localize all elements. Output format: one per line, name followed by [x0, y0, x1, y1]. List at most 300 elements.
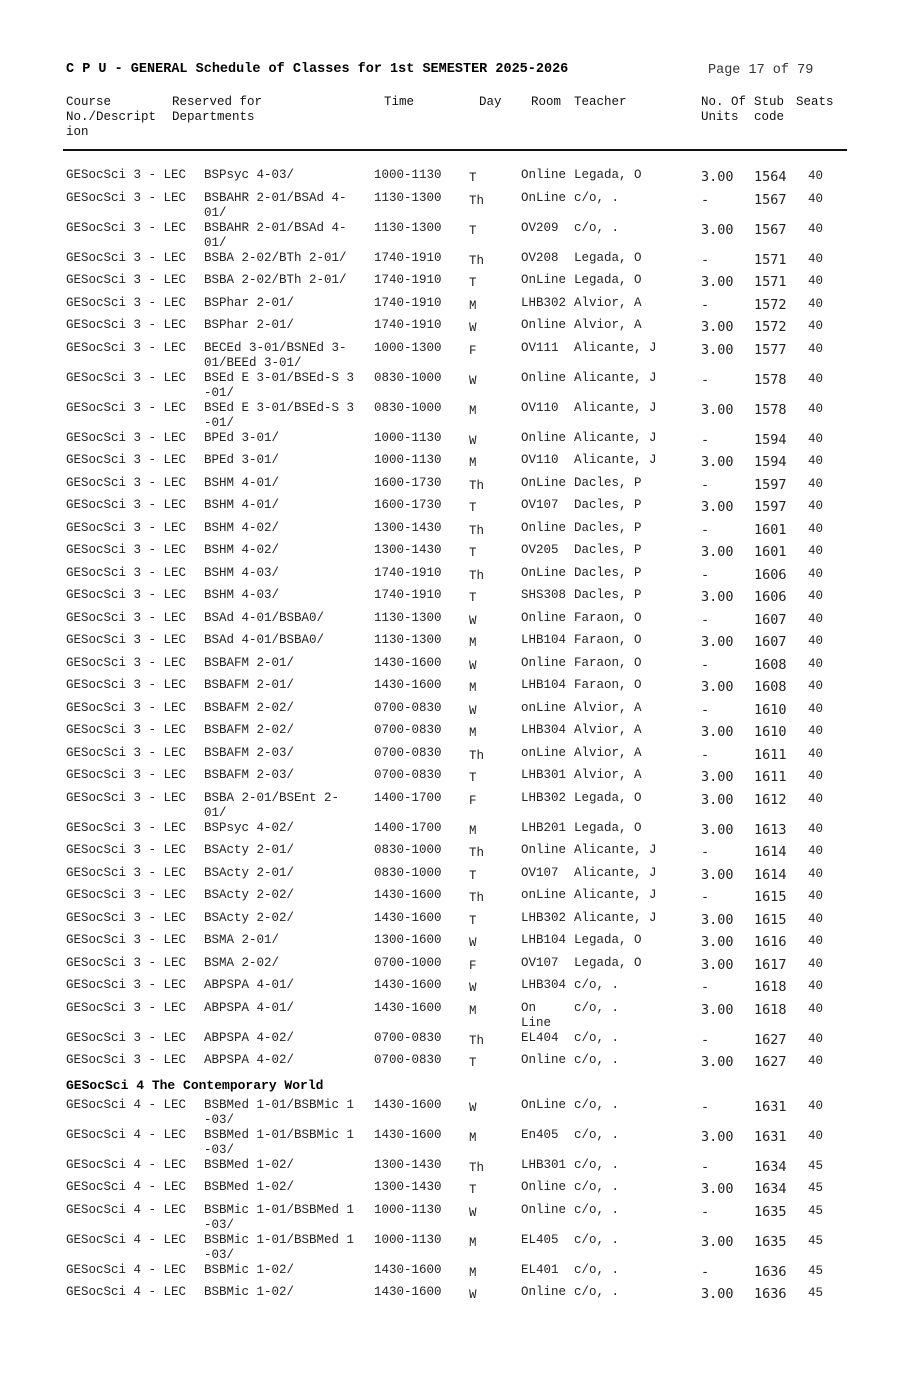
stub-cell: 1572 [754, 319, 787, 335]
stub-cell: 1597 [754, 476, 787, 493]
table-row [0, 791, 900, 821]
stub-cell: 1615 [754, 889, 787, 905]
day-cell: T [469, 276, 477, 290]
stub-cell: 1564 [754, 169, 787, 185]
table-row [0, 273, 900, 296]
table-row [0, 888, 900, 911]
seats-cell: 40 [808, 454, 824, 468]
units-cell: 3.00 [701, 1001, 734, 1018]
stub-cell: 1577 [754, 341, 787, 358]
seats-cell: 45 [808, 1181, 824, 1195]
course-cell: GESocSci 3 - LEC [66, 273, 187, 287]
room-cell: OnLine [521, 475, 567, 490]
table-row [0, 318, 900, 341]
room-cell: Online [521, 168, 567, 182]
day-cell: T [469, 771, 477, 785]
stub-cell: 1597 [754, 499, 787, 515]
course-cell: GESocSci 4 - LEC [66, 1285, 187, 1299]
course-cell: GESocSci 3 - LEC [66, 633, 187, 647]
room-cell: onLine [521, 888, 567, 902]
day-cell: W [469, 1100, 477, 1115]
room-cell: OnLine [521, 1097, 567, 1112]
units-cell: 3.00 [701, 169, 734, 185]
stub-cell: 1615 [754, 911, 787, 928]
units-cell: 3.00 [701, 274, 734, 290]
units-cell: 3.00 [701, 1233, 734, 1250]
course-cell: GESocSci 3 - LEC [66, 888, 187, 902]
seats-cell: 45 [808, 1158, 824, 1173]
table-row [0, 476, 900, 499]
day-cell: Th [469, 891, 485, 905]
room-cell: OnLine [521, 190, 567, 205]
day-cell: M [469, 298, 477, 313]
room-cell: Online [521, 1053, 567, 1067]
seats-cell: 40 [808, 221, 824, 236]
table-row [0, 296, 900, 319]
time-cell: 1430-1600 [374, 888, 442, 902]
units-cell: - [701, 746, 710, 763]
dept-cell: BPEd 3-01/ [204, 430, 280, 445]
time-cell: 1130-1300 [374, 190, 442, 205]
section-heading-text: GESocSci 4 The Contemporary World [66, 1077, 324, 1093]
units-cell: 3.00 [701, 956, 734, 973]
time-cell: 1740-1910 [374, 565, 442, 580]
teacher-cell: Faraon, O [574, 678, 642, 692]
seats-cell: 40 [808, 521, 824, 536]
units-cell: - [701, 1158, 710, 1175]
room-cell: LHB104 [521, 633, 567, 647]
seats-cell: 40 [808, 589, 824, 603]
seats-cell: 40 [808, 251, 824, 266]
dept-cell: BSEd E 3-01/BSEd-S 3 -01/ [204, 400, 355, 430]
room-cell: Online [521, 370, 567, 385]
units-cell: - [701, 1098, 710, 1115]
seats-cell: 40 [808, 1098, 824, 1113]
col-header-teacher: Teacher [574, 95, 627, 109]
day-cell: W [469, 433, 477, 448]
stub-cell: 1607 [754, 634, 787, 650]
units-cell: 3.00 [701, 401, 734, 418]
day-cell: W [469, 981, 477, 995]
seats-cell: 45 [808, 1203, 824, 1218]
course-cell: GESocSci 3 - LEC [66, 745, 187, 760]
day-cell: W [469, 936, 477, 950]
table-row [0, 933, 900, 956]
dept-cell: BSMA 2-02/ [204, 955, 280, 970]
course-cell: GESocSci 3 - LEC [66, 295, 187, 310]
table-row [0, 866, 900, 889]
teacher-cell: Alicante, J [574, 430, 657, 445]
dept-cell: BSBMed 1-01/BSBMic 1 -03/ [204, 1097, 355, 1127]
course-cell: GESocSci 4 - LEC [66, 1262, 187, 1277]
stub-cell: 1611 [754, 746, 787, 763]
course-cell: GESocSci 4 - LEC [66, 1127, 187, 1142]
dept-cell: BSActy 2-02/ [204, 888, 295, 902]
dept-cell: BSAd 4-01/BSBA0/ [204, 610, 325, 625]
col-header-room: Room [531, 95, 562, 109]
day-cell: T [469, 868, 477, 883]
table-row [0, 168, 900, 191]
table-row [0, 588, 900, 611]
course-cell: GESocSci 3 - LEC [66, 910, 187, 925]
teacher-cell: Legada, O [574, 955, 642, 970]
dept-cell: BSHM 4-01/ [204, 475, 280, 490]
dept-cell: BSBMed 1-02/ [204, 1180, 295, 1194]
teacher-cell: Alicante, J [574, 370, 657, 385]
seats-cell: 40 [808, 566, 824, 581]
units-cell: 3.00 [701, 769, 734, 785]
day-cell: W [469, 321, 477, 335]
stub-cell: 1594 [754, 431, 787, 448]
teacher-cell: c/o, . [574, 1262, 620, 1277]
day-cell: T [469, 171, 477, 185]
time-cell: 1000-1130 [374, 430, 442, 445]
dept-cell: BSBAFM 2-01/ [204, 678, 295, 692]
course-cell: GESocSci 3 - LEC [66, 820, 187, 835]
table-row [0, 566, 900, 589]
units-cell: 3.00 [701, 866, 734, 883]
time-cell: 1740-1910 [374, 588, 442, 602]
dept-cell: BSAd 4-01/BSBA0/ [204, 633, 325, 647]
table-row [0, 521, 900, 544]
room-cell: LHB304 [521, 978, 567, 992]
time-cell: 1000-1300 [374, 340, 442, 355]
room-cell: Online [521, 1180, 567, 1194]
seats-cell: 40 [808, 889, 824, 903]
stub-cell: 1618 [754, 979, 787, 995]
teacher-cell: Dacles, P [574, 588, 642, 602]
course-cell: GESocSci 4 - LEC [66, 1097, 187, 1112]
day-cell: T [469, 546, 477, 560]
time-cell: 1430-1600 [374, 1097, 442, 1112]
time-cell: 0700-1000 [374, 955, 442, 970]
time-cell: 0700-0830 [374, 1053, 442, 1067]
course-cell: GESocSci 3 - LEC [66, 400, 187, 415]
dept-cell: BSBMic 1-01/BSBMed 1 -03/ [204, 1232, 355, 1262]
dept-cell: BSBAFM 2-03/ [204, 745, 295, 760]
day-cell: M [469, 1003, 477, 1018]
time-cell: 1300-1430 [374, 520, 442, 535]
time-cell: 0700-0830 [374, 768, 442, 782]
dept-cell: BSBA 2-01/BSEnt 2- 01/ [204, 790, 340, 820]
table-row [0, 843, 900, 866]
time-cell: 0830-1000 [374, 370, 442, 385]
room-cell: OnLine [521, 273, 567, 287]
dept-cell: BSActy 2-01/ [204, 843, 295, 857]
stub-cell: 1606 [754, 589, 787, 605]
course-cell: GESocSci 3 - LEC [66, 723, 187, 737]
units-cell: - [701, 1031, 710, 1048]
time-cell: 1130-1300 [374, 610, 442, 625]
day-cell: Th [469, 478, 485, 493]
time-cell: 0700-0830 [374, 745, 442, 760]
time-cell: 0700-0830 [374, 1030, 442, 1045]
dept-cell: BECEd 3-01/BSNEd 3- 01/BEEd 3-01/ [204, 340, 347, 370]
units-cell: 3.00 [701, 319, 734, 335]
table-row [0, 956, 900, 979]
room-cell: OV208 [521, 250, 559, 265]
teacher-cell: c/o, . [574, 1180, 620, 1194]
teacher-cell: Alvior, A [574, 700, 642, 715]
seats-cell: 40 [808, 866, 824, 881]
units-cell: - [701, 371, 710, 388]
course-cell: GESocSci 3 - LEC [66, 520, 187, 535]
teacher-cell: c/o, . [574, 1053, 620, 1067]
day-cell: Th [469, 748, 485, 763]
dept-cell: BSBA 2-02/BTh 2-01/ [204, 250, 347, 265]
room-cell: OV111 [521, 340, 559, 355]
col-header-dept: Reserved for Departments [172, 95, 263, 124]
stub-cell: 1627 [754, 1031, 787, 1048]
table-row [0, 1263, 900, 1286]
dept-cell: ABPSPA 4-01/ [204, 1000, 295, 1015]
course-cell: GESocSci 3 - LEC [66, 250, 187, 265]
room-cell: En405 [521, 1127, 559, 1142]
seats-cell: 40 [808, 611, 824, 626]
room-cell: Online [521, 655, 567, 670]
teacher-cell: Faraon, O [574, 655, 642, 670]
course-cell: GESocSci 3 - LEC [66, 1030, 187, 1045]
col-header-course: Course No./Descript ion [66, 95, 157, 139]
room-cell: LHB302 [521, 910, 567, 925]
teacher-cell: Faraon, O [574, 610, 642, 625]
time-cell: 1740-1910 [374, 273, 442, 287]
time-cell: 1130-1300 [374, 220, 442, 235]
course-cell: GESocSci 3 - LEC [66, 768, 187, 782]
seats-cell: 40 [808, 191, 824, 206]
time-cell: 0700-0830 [374, 700, 442, 715]
dept-cell: BSBAHR 2-01/BSAd 4- 01/ [204, 190, 347, 220]
room-cell: LHB304 [521, 723, 567, 737]
dept-cell: BSBAFM 2-02/ [204, 723, 295, 737]
day-cell: F [469, 958, 477, 973]
stub-cell: 1627 [754, 1054, 787, 1070]
col-header-units: No. Of Units [701, 95, 747, 124]
units-cell: 3.00 [701, 221, 734, 238]
teacher-cell: c/o, . [574, 1157, 620, 1172]
table-row [0, 1128, 900, 1158]
course-cell: GESocSci 3 - LEC [66, 190, 187, 205]
room-cell: Online [521, 318, 567, 332]
units-cell: 3.00 [701, 544, 734, 560]
stub-cell: 1614 [754, 844, 787, 860]
room-cell: LHB302 [521, 790, 567, 805]
time-cell: 1430-1600 [374, 910, 442, 925]
teacher-cell: Legada, O [574, 820, 642, 835]
time-cell: 1740-1910 [374, 318, 442, 332]
teacher-cell: Faraon, O [574, 633, 642, 647]
teacher-cell: Alicante, J [574, 400, 657, 415]
units-cell: - [701, 611, 710, 628]
teacher-cell: Legada, O [574, 250, 642, 265]
seats-cell: 40 [808, 791, 824, 806]
col-header-time: Time [384, 95, 415, 109]
room-cell: LHB301 [521, 768, 567, 782]
course-cell: GESocSci 3 - LEC [66, 790, 187, 805]
course-cell: GESocSci 3 - LEC [66, 168, 187, 182]
teacher-cell: c/o, . [574, 1030, 620, 1045]
units-cell: 3.00 [701, 1286, 734, 1302]
col-header-stub: Stub code [754, 95, 785, 124]
teacher-cell: c/o, . [574, 220, 620, 235]
table-row [0, 1098, 900, 1128]
teacher-cell: Alicante, J [574, 910, 657, 925]
day-cell: Th [469, 1033, 485, 1048]
units-cell: 3.00 [701, 634, 734, 650]
teacher-cell: Legada, O [574, 273, 642, 287]
seats-cell: 40 [808, 656, 824, 671]
stub-cell: 1636 [754, 1263, 787, 1280]
col-header-seats: Seats [796, 95, 834, 109]
room-cell: EL401 [521, 1262, 559, 1277]
seats-cell: 40 [808, 371, 824, 386]
units-cell: - [701, 889, 710, 905]
table-row [0, 1203, 900, 1233]
table-row [0, 1158, 900, 1181]
units-cell: - [701, 1203, 710, 1220]
stub-cell: 1578 [754, 401, 787, 418]
seats-cell: 40 [808, 401, 824, 416]
day-cell: Th [469, 568, 485, 583]
dept-cell: BSHM 4-02/ [204, 543, 280, 557]
units-cell: 3.00 [701, 454, 734, 470]
stub-cell: 1635 [754, 1203, 787, 1220]
day-cell: F [469, 343, 477, 358]
course-cell: GESocSci 3 - LEC [66, 955, 187, 970]
time-cell: 1130-1300 [374, 633, 442, 647]
teacher-cell: c/o, . [574, 1285, 620, 1299]
course-cell: GESocSci 3 - LEC [66, 933, 187, 947]
units-cell: 3.00 [701, 934, 734, 950]
stub-cell: 1607 [754, 611, 787, 628]
stub-cell: 1606 [754, 566, 787, 583]
seats-cell: 40 [808, 724, 824, 738]
dept-cell: BSMA 2-01/ [204, 933, 280, 947]
schedule-table [0, 168, 900, 1308]
day-cell: M [469, 1130, 477, 1145]
table-row [0, 543, 900, 566]
stub-cell: 1567 [754, 221, 787, 238]
teacher-cell: c/o, . [574, 1127, 620, 1142]
stub-cell: 1618 [754, 1001, 787, 1018]
course-cell: GESocSci 3 - LEC [66, 978, 187, 992]
teacher-cell: Alvior, A [574, 723, 642, 737]
seats-cell: 40 [808, 1031, 824, 1046]
table-row [0, 611, 900, 634]
day-cell: W [469, 658, 477, 673]
teacher-cell: c/o, . [574, 1232, 620, 1247]
units-cell: 3.00 [701, 679, 734, 695]
stub-cell: 1631 [754, 1128, 787, 1145]
units-cell: 3.00 [701, 1128, 734, 1145]
units-cell: 3.00 [701, 821, 734, 838]
dept-cell: BSBMic 1-01/BSBMed 1 -03/ [204, 1202, 355, 1232]
seats-cell: 45 [808, 1286, 824, 1300]
stub-cell: 1612 [754, 791, 787, 808]
teacher-cell: Alicante, J [574, 843, 657, 857]
teacher-cell: c/o, . [574, 1097, 620, 1112]
teacher-cell: c/o, . [574, 1202, 620, 1217]
room-cell: OV110 [521, 400, 559, 415]
section-heading [0, 1076, 900, 1098]
day-cell: T [469, 501, 477, 515]
stub-cell: 1635 [754, 1233, 787, 1250]
day-cell: Th [469, 523, 485, 538]
time-cell: 1430-1600 [374, 1262, 442, 1277]
course-cell: GESocSci 3 - LEC [66, 1053, 187, 1067]
dept-cell: BSBAFM 2-02/ [204, 700, 295, 715]
table-row [0, 1001, 900, 1031]
table-row [0, 498, 900, 521]
stub-cell: 1608 [754, 679, 787, 695]
seats-cell: 40 [808, 1054, 824, 1068]
room-cell: Online [521, 1285, 567, 1299]
stub-cell: 1610 [754, 724, 787, 740]
time-cell: 1430-1600 [374, 1127, 442, 1142]
course-cell: GESocSci 3 - LEC [66, 475, 187, 490]
col-header-day: Day [479, 95, 502, 109]
units-cell: 3.00 [701, 911, 734, 928]
dept-cell: BSEd E 3-01/BSEd-S 3 -01/ [204, 370, 355, 400]
seats-cell: 40 [808, 934, 824, 948]
seats-cell: 40 [808, 911, 824, 926]
dept-cell: BSBMic 1-02/ [204, 1285, 295, 1299]
teacher-cell: Dacles, P [574, 543, 642, 557]
units-cell: - [701, 251, 710, 268]
day-cell: Th [469, 1160, 485, 1175]
seats-cell: 40 [808, 821, 824, 836]
teacher-cell: Dacles, P [574, 565, 642, 580]
seats-cell: 40 [808, 274, 824, 288]
time-cell: 1430-1600 [374, 655, 442, 670]
seats-cell: 40 [808, 319, 824, 333]
time-cell: 0830-1000 [374, 843, 442, 857]
page-number: Page 17 of 79 [708, 63, 814, 78]
table-row [0, 911, 900, 934]
dept-cell: BSPsyc 4-03/ [204, 168, 295, 182]
day-cell: W [469, 1288, 477, 1302]
dept-cell: ABPSPA 4-02/ [204, 1053, 295, 1067]
time-cell: 1000-1130 [374, 1232, 442, 1247]
day-cell: W [469, 703, 477, 718]
room-cell: LHB201 [521, 820, 567, 835]
course-cell: GESocSci 3 - LEC [66, 700, 187, 715]
dept-cell: BSHM 4-03/ [204, 588, 280, 602]
course-cell: GESocSci 3 - LEC [66, 610, 187, 625]
course-cell: GESocSci 3 - LEC [66, 655, 187, 670]
units-cell: 3.00 [701, 341, 734, 358]
stub-cell: 1617 [754, 956, 787, 973]
course-cell: GESocSci 3 - LEC [66, 1000, 187, 1015]
seats-cell: 40 [808, 769, 824, 783]
stub-cell: 1611 [754, 769, 787, 785]
table-row [0, 678, 900, 701]
stub-cell: 1616 [754, 934, 787, 950]
seats-cell: 40 [808, 169, 824, 183]
room-cell: EL405 [521, 1232, 559, 1247]
dept-cell: BSPhar 2-01/ [204, 318, 295, 332]
day-cell: M [469, 1235, 477, 1250]
teacher-cell: c/o, . [574, 1000, 620, 1015]
units-cell: - [701, 191, 710, 208]
table-row [0, 821, 900, 844]
time-cell: 1400-1700 [374, 820, 442, 835]
teacher-cell: Alicante, J [574, 453, 657, 467]
table-row [0, 701, 900, 724]
units-cell: - [701, 844, 710, 860]
stub-cell: 1610 [754, 701, 787, 718]
stub-cell: 1634 [754, 1181, 787, 1197]
